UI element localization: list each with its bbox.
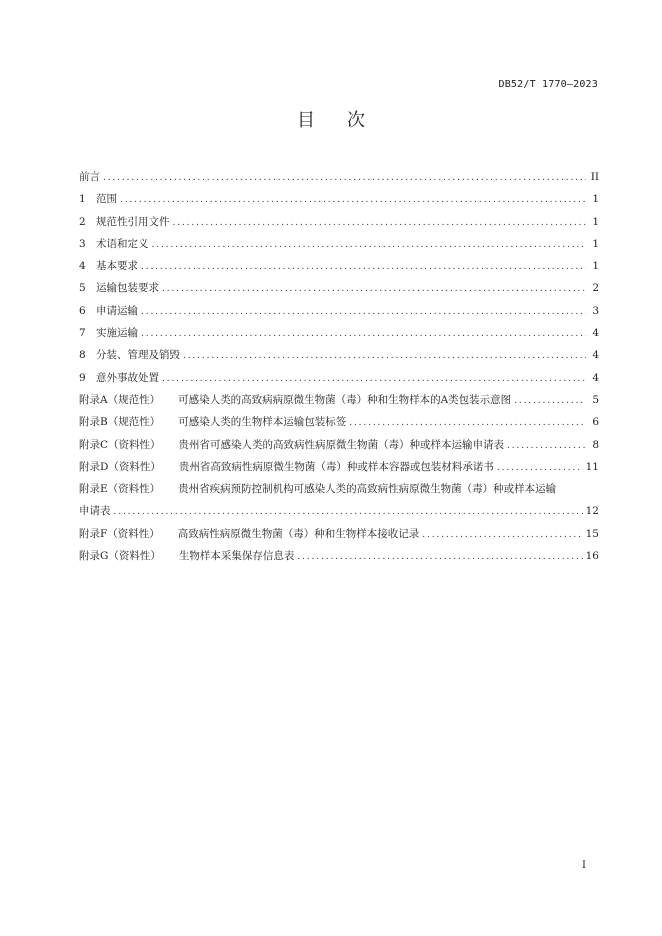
leader-dots xyxy=(183,345,586,367)
leader-dots xyxy=(141,256,586,278)
table-of-contents xyxy=(79,166,599,567)
toc-page: 1 xyxy=(592,215,599,228)
toc-entry[interactable] xyxy=(79,277,599,299)
toc-label: 规范性引用文件 xyxy=(96,215,170,228)
annex-tag: 附录A（规范性） xyxy=(79,393,161,406)
leader-dots xyxy=(162,278,586,300)
leader-dots xyxy=(497,457,583,479)
toc-label: 前言 xyxy=(79,171,100,183)
toc-number: 1 xyxy=(79,193,86,206)
toc-entry[interactable] xyxy=(79,255,599,277)
toc-page: 8 xyxy=(592,438,599,451)
annex-tag: 附录G（资料性） xyxy=(79,550,161,563)
toc-entry[interactable] xyxy=(79,367,599,389)
toc-page: 16 xyxy=(585,550,599,563)
leader-dots xyxy=(141,301,586,323)
toc-page: 3 xyxy=(592,304,599,317)
toc-entry[interactable] xyxy=(79,211,599,233)
toc-annex-b[interactable] xyxy=(79,411,599,433)
toc-number: 8 xyxy=(79,349,86,362)
toc-label: 意外事故处置 xyxy=(96,371,159,384)
toc-entry[interactable] xyxy=(79,322,599,344)
toc-number: 9 xyxy=(79,371,86,384)
toc-page: II xyxy=(590,171,599,183)
toc-label: 生物样本采集保存信息表 xyxy=(178,550,295,563)
page-number: I xyxy=(582,860,586,871)
toc-label: 运输包装要求 xyxy=(96,282,159,295)
toc-entry[interactable] xyxy=(79,300,599,322)
leader-dots xyxy=(297,546,582,568)
annex-tag: 附录E（资料性） xyxy=(79,483,161,496)
toc-entry[interactable] xyxy=(79,233,599,255)
toc-page: 1 xyxy=(592,237,599,250)
leader-dots xyxy=(152,234,587,256)
toc-number: 3 xyxy=(79,237,86,250)
toc-number: 2 xyxy=(79,215,86,228)
annex-tag: 附录D（资料性） xyxy=(79,460,161,473)
leader-dots xyxy=(349,412,586,434)
toc-label: 基本要求 xyxy=(96,260,138,273)
toc-page: 4 xyxy=(592,371,599,384)
toc-label-continued: 申请表 xyxy=(79,505,111,518)
toc-page: 1 xyxy=(592,260,599,273)
toc-annex-d[interactable] xyxy=(79,456,599,478)
leader-dots xyxy=(103,167,586,189)
toc-page: 4 xyxy=(592,327,599,340)
toc-annex-g[interactable] xyxy=(79,545,599,567)
annex-tag: 附录F（资料性） xyxy=(79,527,160,540)
leader-dots xyxy=(141,323,586,345)
toc-entry[interactable] xyxy=(79,188,599,210)
toc-page: 2 xyxy=(592,282,599,295)
toc-page: 5 xyxy=(592,393,599,406)
toc-annex-e[interactable] xyxy=(79,478,599,500)
annex-tag: 附录B（规范性） xyxy=(79,416,161,429)
toc-label: 贵州省高致病性病原微生物菌（毒）种或样本容器或包装材料承诺书 xyxy=(178,460,494,473)
toc-label: 实施运输 xyxy=(96,327,138,340)
leader-dots xyxy=(514,390,586,412)
toc-page: 11 xyxy=(585,460,599,473)
toc-annex-a[interactable] xyxy=(79,389,599,411)
toc-entry[interactable] xyxy=(79,344,599,366)
toc-label: 分装、管理及销毁 xyxy=(96,349,180,362)
toc-page: 12 xyxy=(585,505,599,518)
toc-page: 4 xyxy=(592,349,599,362)
leader-dots xyxy=(114,501,583,523)
toc-label: 范围 xyxy=(96,193,117,206)
toc-label: 申请运输 xyxy=(96,304,138,317)
leader-dots xyxy=(422,524,582,546)
leader-dots xyxy=(162,368,586,390)
toc-label: 可感染人类的生物样本运输包装标签 xyxy=(178,416,347,429)
toc-page: 6 xyxy=(592,416,599,429)
toc-label: 术语和定义 xyxy=(96,237,149,250)
toc-label: 可感染人类的高致病病原微生物菌（毒）种和生物样本的A类包装示意图 xyxy=(178,393,512,406)
toc-entry-foreword[interactable] xyxy=(79,166,599,188)
page-title: 目次 xyxy=(297,110,397,131)
toc-page: 1 xyxy=(592,193,599,206)
annex-tag: 附录C（资料性） xyxy=(79,438,161,451)
toc-label: 高致病性病原微生物菌（毒）种和生物样本接收记录 xyxy=(177,527,420,540)
toc-annex-f[interactable] xyxy=(79,523,599,545)
toc-label: 贵州省疾病预防控制机构可感染人类的高致病性病原微生物菌（毒）种或样本运输 xyxy=(178,483,557,496)
document-code: DB52/T 1770—2023 xyxy=(498,79,598,90)
toc-page: 15 xyxy=(585,527,599,540)
leader-dots xyxy=(173,212,587,234)
toc-number: 6 xyxy=(79,304,86,317)
toc-label: 贵州省可感染人类的高致病性病原微生物菌（毒）种或样本运输申请表 xyxy=(178,438,505,451)
toc-number: 7 xyxy=(79,327,86,340)
toc-annex-c[interactable] xyxy=(79,434,599,456)
leader-dots xyxy=(507,435,586,457)
leader-dots xyxy=(120,189,586,211)
toc-number: 4 xyxy=(79,260,86,273)
toc-number: 5 xyxy=(79,282,86,295)
toc-annex-e-continued[interactable] xyxy=(79,500,599,522)
